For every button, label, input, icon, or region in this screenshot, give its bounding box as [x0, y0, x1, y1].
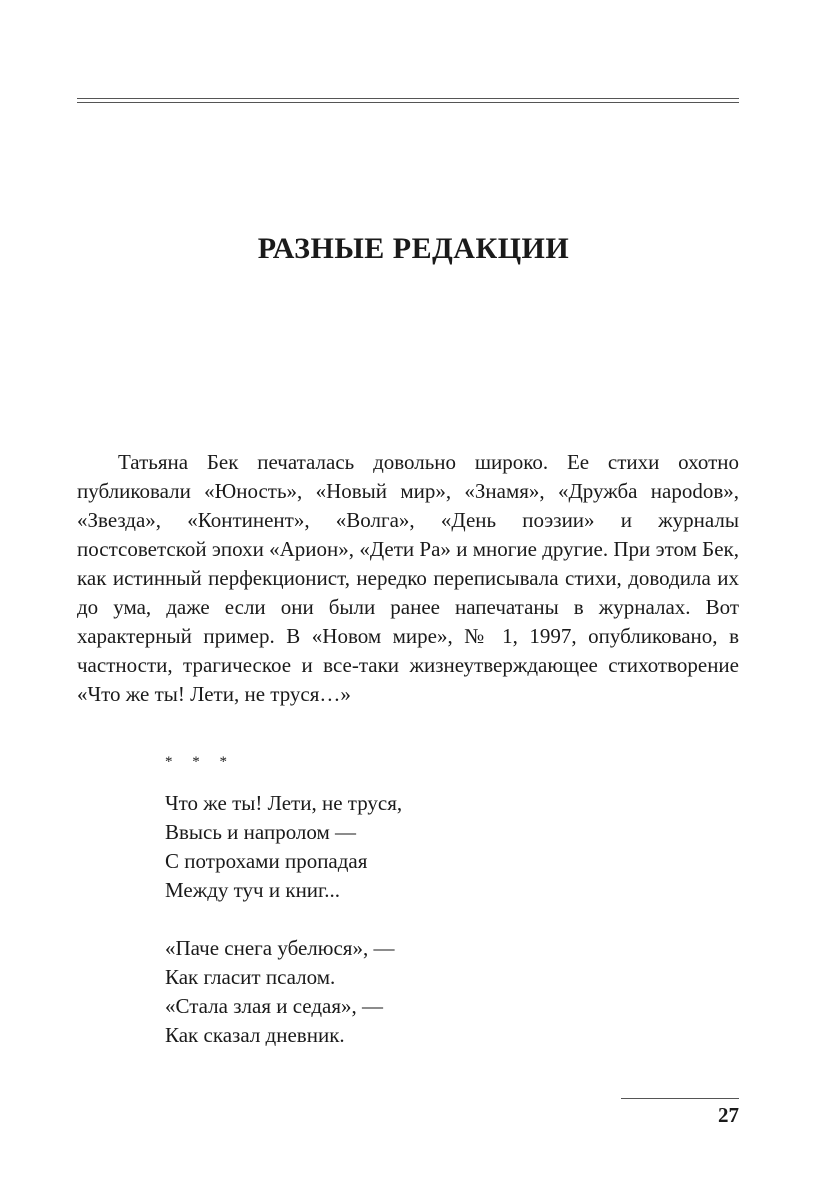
poem-stanza-2 — [165, 934, 402, 1050]
page-number: 27 — [718, 1103, 739, 1127]
poem-line: Как гласит псалом. — [165, 965, 336, 989]
poem-line: Что же ты! Лети, не труся, — [165, 791, 403, 815]
header-rule-bottom — [77, 102, 739, 103]
footer-rule — [621, 1098, 739, 1099]
chapter-title: РАЗНЫЕ РЕДАКЦИИ — [257, 232, 570, 265]
header-rule-top — [77, 98, 739, 99]
poem-line: «Стала злая и седая», — — [165, 994, 383, 1018]
poem-line: Между туч и книг... — [165, 878, 341, 902]
poem-line: С потрохами пропадая — [165, 849, 368, 873]
poem-line: «Паче снега убелюся», — — [165, 936, 395, 960]
poem — [165, 748, 402, 1079]
poem-asterisks: * * * — [165, 754, 235, 770]
body-paragraph: Татьяна Бек печаталась довольно широко. Ее стихи охотно публиковали «Юность», «Новый мир», «Знамя», «Дружба нароdов», «Звезда», «Континент», «Волга», «День поэзии» и журналы постсоветской эпохи «Арион», «Дети Ра» и многие другие. При этом Бек, как истинный перфекционист, нередко переписывала стихи, доводила их до ума, даже если они были ранее напечатаны в журналах. Вот характерный пример. В «Новом мире», № 1, 1997, опубликовано, в частности, трагическое и все-таки жизнеутверждающее стихотворение «Что же ты! Лети, не труся…» — [77, 450, 739, 706]
poem-line: Ввысь и напролом — — [165, 820, 357, 844]
poem-stanza-1 — [165, 789, 402, 905]
poem-line: Как сказал дневник. — [165, 1023, 345, 1047]
